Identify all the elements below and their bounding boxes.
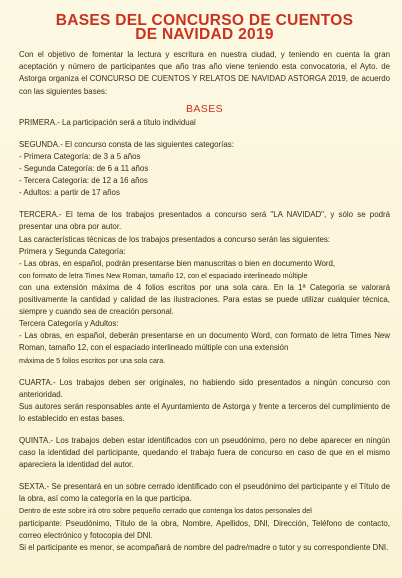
section-segunda xyxy=(19,139,390,199)
section-tercera xyxy=(19,209,390,366)
first-second-category-text-a: - Las obras, en español, podrán presentarse bien manuscritas o bien en documento Word, xyxy=(19,258,336,268)
first-second-category-text-b: con formato de letra Times New Roman, tamaño 12, con el espaciado interlineado múltiple xyxy=(19,270,308,280)
sexta-paragraph-2-lead: Dentro de este sobre irá otro sobre pequeño cerrado que contenga los datos personales del xyxy=(19,506,312,516)
primera-text: PRIMERA.- La participación será a título individual xyxy=(19,117,196,127)
category-item: - Tercera Categoría: de 12 a 16 años xyxy=(19,176,148,186)
document-title-line-2: DE NAVIDAD 2019 xyxy=(135,26,274,43)
document-title-line-1: BASES DEL CONCURSO DE CUENTOS xyxy=(55,12,354,29)
section-cuarta xyxy=(19,377,390,425)
first-second-category-heading: Primera y Segunda Categoría: xyxy=(19,246,126,256)
first-second-category-text-c: con una extensión máxima de 4 folios escritos por una sola cara. En la 1ª Categoría se valorará positivamente la cantidad y calidad de las ilustraciones. Para estas se puede utilizar cualquier técnica, siempre y cuando sea de creación personal. xyxy=(19,282,390,317)
section-primera xyxy=(19,117,390,129)
sexta-paragraph-1: SEXTA.- Se presentará en un sobre cerrado identificado con el pseudónimo del participante y el Título de la obra, así como la categoría en la que participa. xyxy=(19,482,390,504)
section-sexta xyxy=(19,481,390,554)
category-item: - Segunda Categoría: de 6 a 11 años xyxy=(19,164,149,174)
sexta-paragraph-2-rest: participante: Pseudónimo, Título de la obra, Nombre, Apellidos, DNI, Dirección, Teléfono de contacto, correo electrónico y fotocopia del DNI. xyxy=(19,518,390,540)
tercera-paragraph-2: Las características técnicas de los trabajos presentados a concurso serán las siguientes: xyxy=(19,234,330,244)
quinta-paragraph: QUINTA.- Los trabajos deben estar identificados con un pseudónimo, pero no debe aparecer en ningún caso la identidad del participante, quedando el trabajo fuera de concurso en caso de que en el mismo apareciera la identidad del autor. xyxy=(19,435,390,470)
section-quinta xyxy=(19,435,390,471)
category-item: - Adultos: a partir de 17 años xyxy=(19,188,120,198)
third-adult-category-heading: Tercera Categoría y Adultos: xyxy=(19,319,119,329)
intro-paragraph: Con el objetivo de fomentar la lectura y escritura en nuestra ciudad, y teniendo en cuenta la gran aceptación y número de participantes que año tras año viene teniendo esta convocatoria, el Ayto. de Astorga organiza el CONCURSO DE CUENTOS Y RELATOS DE NAVIDAD ASTORGA 2019, de acuerdo con las siguientes bases: xyxy=(19,50,390,96)
third-adult-category-text-a: - Las obras, en español, deberán presentarse en un documento Word, con formato de letra Times New Roman, tamaño 12, con el espaciado interlineado múltiple con una extensión xyxy=(19,331,390,353)
segunda-heading: SEGUNDA.- El concurso consta de las siguientes categorías: xyxy=(19,139,234,149)
bases-heading: BASES xyxy=(185,102,224,115)
third-adult-category-text-b: máxima de 5 folios escritos por una sola cara. xyxy=(19,355,166,365)
cuarta-paragraph-1: CUARTA.- Los trabajos deben ser originales, no habiendo sido presentados a ningún concurso con anterioridad. xyxy=(19,377,390,399)
sexta-paragraph-3: Si el participante es menor, se acompañará de nombre del padre/madre o tutor y su correspondiente DNI. xyxy=(19,542,389,552)
tercera-paragraph-1: TERCERA.- El tema de los trabajos presentados a concurso será "LA NAVIDAD", y sólo se podrá presentar una obra por autor. xyxy=(19,210,390,232)
cuarta-paragraph-2: Sus autores serán responsables ante el Ayuntamiento de Astorga y frente a terceros del cumplimiento de lo establecido en estas bases. xyxy=(19,401,390,423)
category-item: - Primera Categoría: de 3 a 5 años xyxy=(19,152,141,161)
